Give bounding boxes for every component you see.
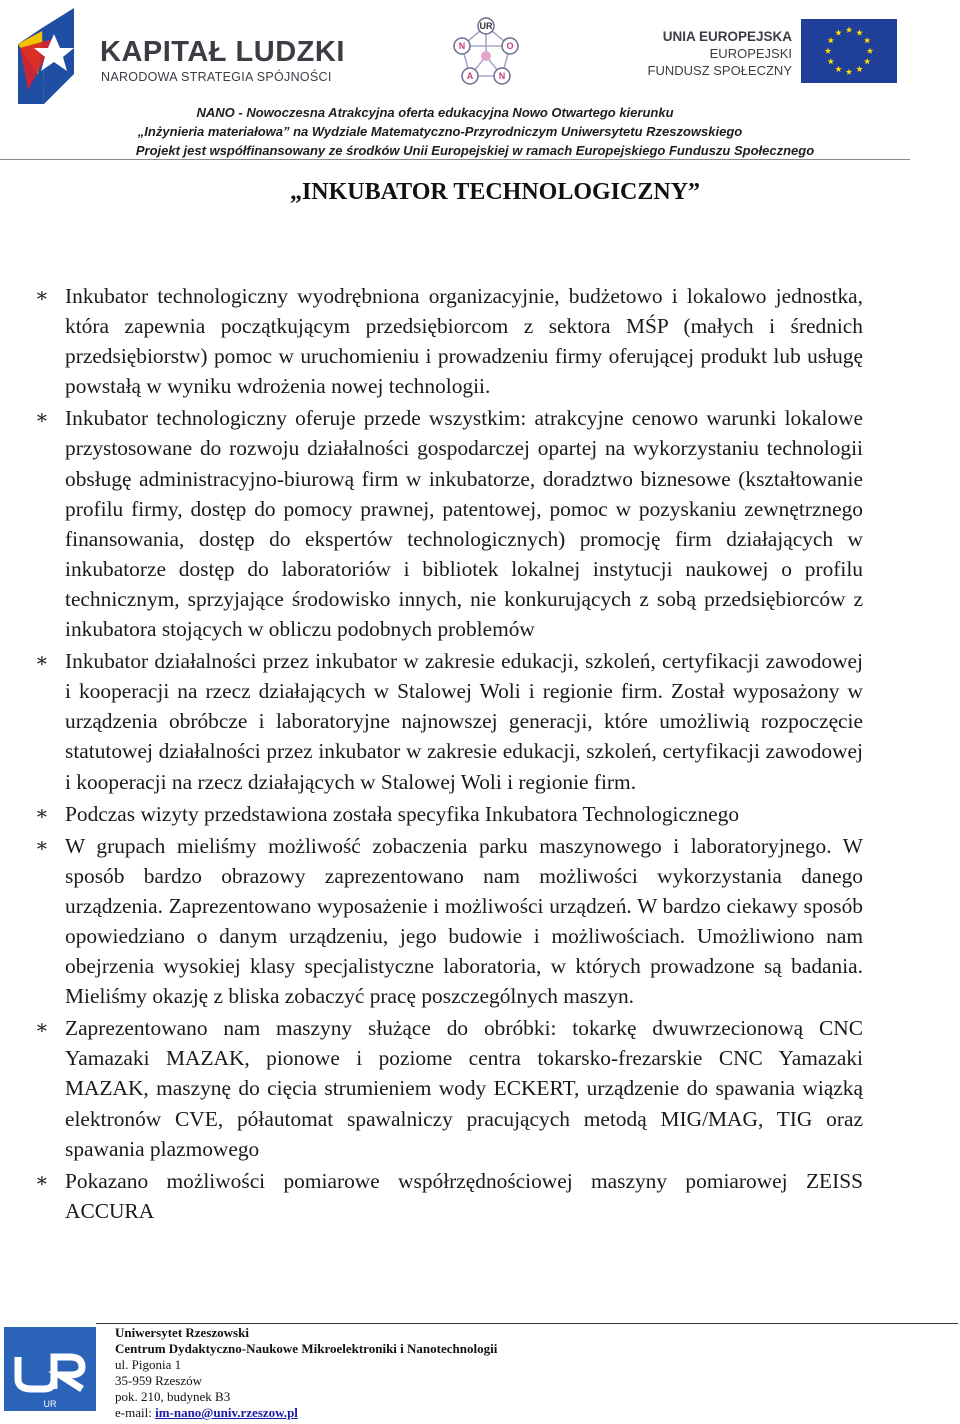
- nano-logo-letter: N: [498, 71, 506, 81]
- list-item-text: W grupach mieliśmy możliwość zobaczenia parku maszynowego i laboratoryjnego. W sposób bardzo obrazowy zaprezentowano nam możliwości wykorzystania danego urządzenia. Zaprezentowano wyposażenie i możliwości urządzeń. W bardzo ciekawy sposób opowiedziano o danym urządzeniu, jego budowie i możliwościach. Umożliwiono nam obejrzenia wysokiej klasy specjalistyczne laboratoria, w których prowadzone są badania. Mieliśmy okazję z bliska zobaczyć pracę poszczególnych maszyn.: [65, 833, 863, 1009]
- list-item: [35, 1166, 863, 1226]
- eu-line-1: UNIA EUROPEJSKA: [662, 29, 792, 44]
- list-item-text: Zaprezentowano nam maszyny służące do obróbki: tokarkę dwuwrzecionową CNC Yamazaki MAZAK, pionowe i poziome centra tokarsko-frezarskie CNC Yamazaki MAZAK, maszynę do cięcia strumieniem wody ECKERT, urządzenie do spawania wiązką elektronów CVE, półautomat spawalniczy pracujących metodą MIG/MAG, TIG oraz spawania plazmowego: [65, 1016, 863, 1161]
- project-line-2: „Inżynieria materiałowa” na Wydziale Matematyczno-Przyrodniczym Uniwersytetu Rzeszowskiego: [137, 124, 743, 139]
- list-item-text: Pokazano możliwości pomiarowe współrzędnościowej maszyny pomiarowej ZEISS ACCURA: [65, 1168, 863, 1223]
- nano-logo-letter: O: [506, 41, 514, 51]
- footer-divider: [96, 1323, 958, 1324]
- header-divider: [0, 159, 910, 160]
- footer-email-row: [115, 1405, 497, 1421]
- eu-fund-label: [640, 28, 792, 79]
- eu-line-3: FUNDUSZ SPOŁECZNY: [647, 63, 792, 78]
- bullet-asterisk-icon: ∗: [35, 1169, 49, 1192]
- footer-center: Centrum Dydaktyczno-Naukowe Mikroelektroniki i Nanotechnologii: [115, 1341, 498, 1356]
- footer-address: [115, 1325, 497, 1421]
- nano-logo-letter: UR: [479, 21, 493, 31]
- footer-email-label: e-mail:: [115, 1405, 156, 1420]
- bullet-asterisk-icon: ∗: [35, 650, 49, 673]
- list-item: [35, 799, 863, 829]
- footer-university: Uniwersytet Rzeszowski: [115, 1325, 249, 1340]
- brand-title: KAPITAŁ LUDZKI: [100, 36, 345, 68]
- document-title: „INKUBATOR TECHNOLOGICZNY”: [289, 179, 701, 205]
- bullet-asterisk-icon: ∗: [35, 802, 49, 825]
- project-banner: [0, 103, 960, 160]
- project-line-1: NANO - Nowoczesna Atrakcyjna oferta edukacyjna Nowo Otwartego kierunku: [196, 105, 674, 120]
- list-item-text: Inkubator technologiczny oferuje przede wszystkim: atrakcyjne cenowo warunki lokalowe przystosowane do rozwoju działalności gospodarczej opartej na wykorzystaniu technologii obsługę administracyjno-biurową firm w inkubatorze, doradztwo biznesowe (kształtowanie profilu firmy, dostęp do pomocy prawnej, patentowej, pomoc w pozyskaniu zewnętrznego finansowania, dostęp do ekspertów technologicznych) promocję firm działających w inkubatorze dostęp do laboratoriów i bibliotek lokalnej instytucji naukowej o profilu technicznym, sprzyjające środowisko innych, nie konkurujących z sobą przedsiębiorców z inkubatora stojących w obliczu podobnych problemów: [65, 406, 863, 642]
- bullet-list: [35, 281, 863, 1228]
- bullet-asterisk-icon: ∗: [35, 285, 49, 307]
- footer-street: ul. Pigonia 1: [115, 1357, 182, 1372]
- bullet-asterisk-icon: ∗: [35, 1017, 49, 1040]
- list-item: [35, 281, 863, 401]
- footer-postal: 35-959 Rzeszów: [115, 1373, 203, 1388]
- bullet-asterisk-icon: ∗: [35, 407, 49, 430]
- eu-line-2: EUROPEJSKI: [709, 46, 792, 61]
- page-header: [0, 0, 960, 160]
- footer-room: pok. 210, budynek B3: [115, 1389, 231, 1404]
- list-item-text: Inkubator działalności przez inkubator w zakresie edukacji, szkoleń, certyfikacji zawodowej i kooperacji na rzecz działających w Stalowej Woli i regionie firm. Został wyposażony w urządzenia obróbcze i laboratoryjne najnowszej generacji, które umożliwią rozpoczęcie statutowej działalności przez inkubator w zakresie edukacji, szkoleń, certyfikacji zawodowej i kooperacji na rzecz działających w Stalowej Woli i regionie firm.: [65, 649, 863, 794]
- nano-logo-letter: A: [466, 71, 474, 81]
- list-item-text: Podczas wizyty przedstawiona została specyfika Inkubatora Technologicznego: [65, 801, 740, 826]
- list-item: [35, 831, 863, 1012]
- list-item: [35, 403, 863, 644]
- bullet-asterisk-icon: ∗: [35, 834, 49, 857]
- list-item: [35, 646, 863, 796]
- logo-letters: UR: [43, 1399, 57, 1409]
- email-link[interactable]: im-nano@univ.rzeszow.pl: [155, 1405, 298, 1420]
- brand-subtitle: NARODOWA STRATEGIA SPÓJNOŚCI: [101, 70, 332, 84]
- list-item-text: Inkubator technologiczny wyodrębniona organizacyjnie, budżetowo i lokalowo jednostka, która zapewnia początkującym przedsiębiorcom z sektora MŚP (małych i średnich przedsiębiorstw) pomoc w uruchomieniu i prowadzeniu firmy oferującej produkt lub usługę powstałą w wyniku wdrożenia nowej technologii.: [65, 284, 863, 399]
- list-item: [35, 1013, 863, 1163]
- eu-flag-icon: [801, 19, 897, 83]
- kapital-ludzki-logo-icon: [10, 4, 80, 104]
- project-line-3: Projekt jest współfinansowany ze środków Unii Europejskiej w ramach Europejskiego Funduszu Społecznego: [135, 143, 815, 158]
- nano-network-logo-icon: [450, 16, 522, 88]
- university-logo-icon: [4, 1327, 96, 1411]
- nano-logo-letter: N: [458, 41, 466, 51]
